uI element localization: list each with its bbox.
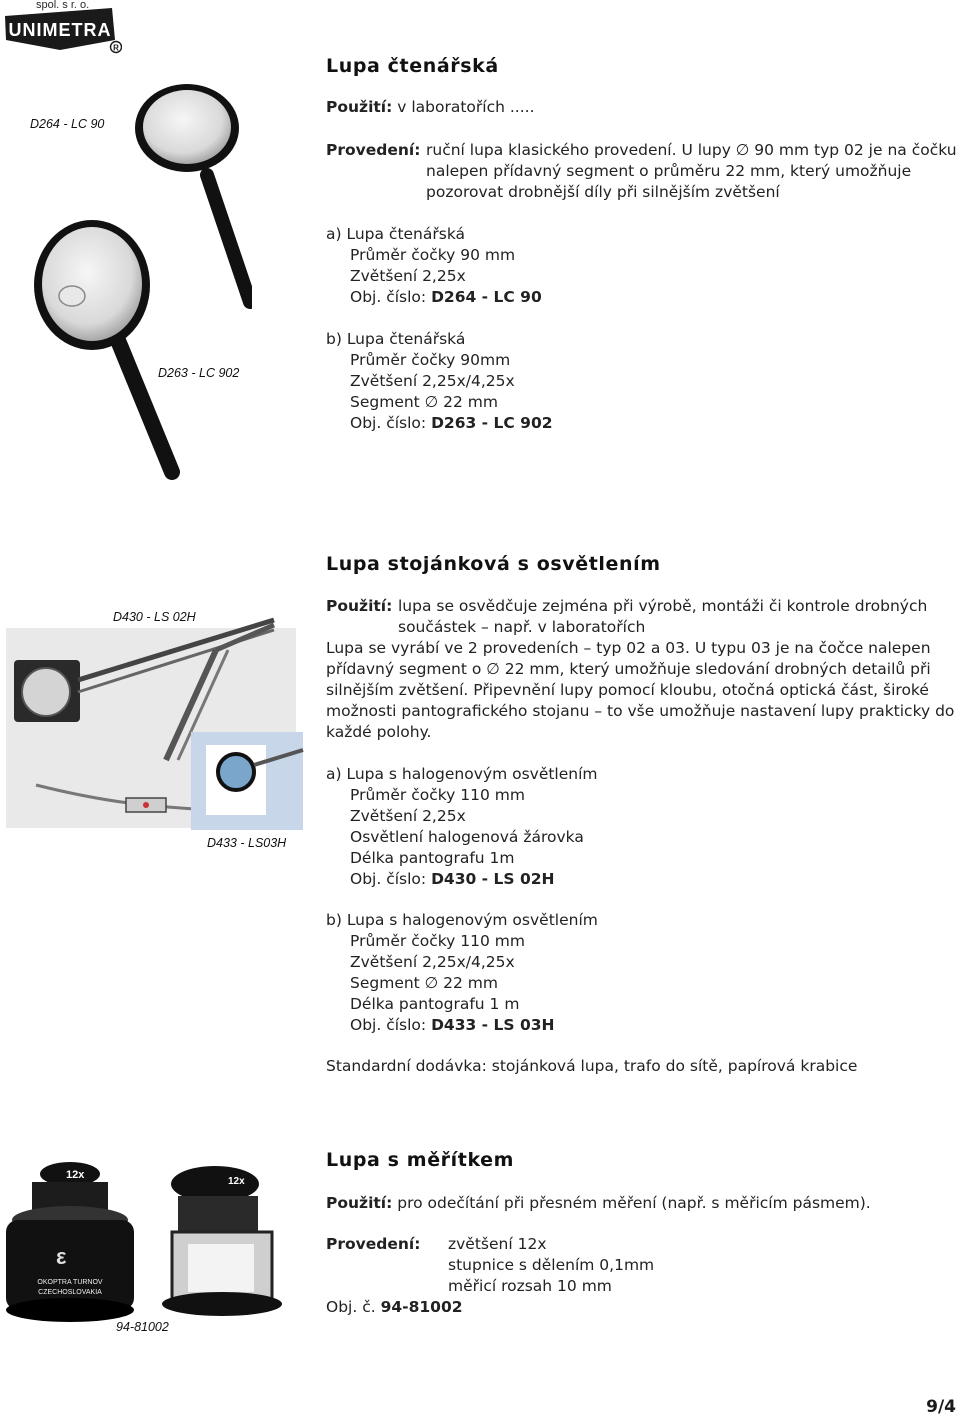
s2-para-5: každé polohy. (326, 723, 432, 741)
s1-use-label: Použití: (326, 98, 393, 116)
s1-b-line-3: Segment ∅ 22 mm (350, 393, 498, 411)
s1-a-line-1: Průměr čočky 90 mm (350, 246, 516, 264)
s1-b-order-code: D263 - LC 902 (431, 414, 553, 432)
s1-b-title: b) Lupa čtenářská (326, 330, 466, 348)
section3-heading: Lupa s měřítkem (326, 1149, 515, 1171)
s3-order-code: 94-81002 (380, 1298, 463, 1316)
section1-heading: Lupa čtenářská (326, 55, 499, 77)
page-number: 9/4 (926, 1397, 956, 1417)
s2-para-1: Lupa se vyrábí ve 2 provedeních – typ 02 a 03. U typu 03 je na čočce nalepen (326, 639, 931, 657)
s2-b-order: Obj. číslo: D433 - LS 03H (350, 1016, 555, 1034)
lamp-magnifier-image (6, 600, 306, 830)
s2-a-line-2: Zvětšení 2,25x (350, 807, 466, 825)
company-suffix: spol. s r. o. (36, 0, 90, 11)
s2-para-4: možnosti pantografického stojanu – to vše umožňuje nastavení lupy prakticky do (326, 702, 955, 720)
s2-a-line-4: Délka pantografu 1m (350, 849, 515, 867)
s1-use-text: v laboratořích ..... (397, 98, 535, 116)
magnifier-bottom-icon (34, 220, 172, 472)
s3-impl-label: Provedení: (326, 1235, 421, 1253)
measuring-loupe-image (0, 1152, 300, 1332)
section2-heading: Lupa stojánková s osvětlením (326, 553, 661, 575)
s1-b-line-2: Zvětšení 2,25x/4,25x (350, 372, 515, 390)
s2-b-order-code: D433 - LS 03H (431, 1016, 555, 1034)
logo-brand-text: UNIMETRA (8, 20, 112, 40)
s3-impl-line-2: stupnice s dělením 0,1mm (448, 1256, 655, 1274)
s2-a-line-1: Průměr čočky 110 mm (350, 786, 525, 804)
loupe-text-1: OKOPTRA TURNOV (37, 1279, 103, 1286)
s3-use-text: pro odečítání při přesném měření (např. s měřicím pásmem). (397, 1194, 871, 1212)
loupe-brand-mark: ε (56, 1244, 67, 1269)
image-label-d264: D264 - LC 90 (30, 117, 105, 131)
s2-b-line-1: Průměr čočky 110 mm (350, 932, 525, 950)
s2-a-title: a) Lupa s halogenovým osvětlením (326, 765, 598, 783)
image-label-d433: D433 - LS03H (207, 836, 287, 850)
s2-b-title: b) Lupa s halogenovým osvětlením (326, 911, 598, 929)
s2-use-line-2: součástek – např. v laboratořích (398, 618, 646, 636)
s3-use-label: Použití: (326, 1194, 393, 1212)
s2-a-line-3: Osvětlení halogenová žárovka (350, 828, 584, 846)
s1-impl-label: Provedení: (326, 141, 421, 159)
image-label-d263: D263 - LC 902 (158, 366, 240, 380)
magnifier-top-icon (135, 84, 250, 302)
s1-impl-line-3: pozorovat drobnější díly při silnějším zvětšení (426, 183, 780, 201)
s2-a-order: Obj. číslo: D430 - LS 02H (350, 870, 555, 888)
s2-use-line-1: lupa se osvědčuje zejména při výrobě, montáži či kontrole drobných (398, 597, 928, 615)
s1-a-title: a) Lupa čtenářská (326, 225, 466, 243)
image-label-94-81002: 94-81002 (116, 1320, 169, 1334)
reading-magnifier-image (22, 80, 252, 480)
s1-use-row (326, 97, 535, 118)
s2-para-2: přídavný segment o ∅ 22 mm, který umožňuje sledování drobných detailů při (326, 660, 931, 678)
s1-impl-line-2: nalepen přídavný segment o průměru 22 mm, který umožňuje (426, 162, 912, 180)
s3-use-row (326, 1193, 871, 1214)
s2-standard-delivery: Standardní dodávka: stojánková lupa, trafo do sítě, papírová krabice (326, 1057, 858, 1075)
loupe-text-2: CZECHOSLOVAKIA (38, 1289, 102, 1296)
loupe-left-mark: 12x (66, 1169, 85, 1181)
loupe-right-icon (162, 1166, 282, 1316)
s2-b-line-2: Zvětšení 2,25x/4,25x (350, 953, 515, 971)
s3-impl-line-1: zvětšení 12x (448, 1235, 547, 1253)
s2-b-line-4: Délka pantografu 1 m (350, 995, 520, 1013)
s3-impl-line-3: měřicí rozsah 10 mm (448, 1277, 612, 1295)
s1-a-order: Obj. číslo: D264 - LC 90 (350, 288, 542, 306)
loupe-left-icon (6, 1162, 134, 1322)
s2-a-order-code: D430 - LS 02H (431, 870, 555, 888)
s1-a-order-code: D264 - LC 90 (431, 288, 542, 306)
svg-text:R: R (113, 43, 119, 53)
s2-use-label: Použití: (326, 597, 393, 615)
s1-a-line-2: Zvětšení 2,25x (350, 267, 466, 285)
s1-b-order: Obj. číslo: D263 - LC 902 (350, 414, 553, 432)
s1-impl-line-1: ruční lupa klasického provedení. U lupy ∅ 90 mm typ 02 je na čočku (426, 141, 957, 159)
s3-order: Obj. č. 94-81002 (326, 1298, 463, 1316)
loupe-right-mark: 12x (228, 1176, 245, 1187)
image-label-d430: D430 - LS 02H (113, 610, 196, 624)
s2-b-line-3: Segment ∅ 22 mm (350, 974, 498, 992)
s1-b-line-1: Průměr čočky 90mm (350, 351, 511, 369)
unimetra-logo (2, 6, 122, 54)
s2-para-3: silnějším zvětšení. Připevnění lupy pomocí kloubu, otočná optická část, široké (326, 681, 929, 699)
